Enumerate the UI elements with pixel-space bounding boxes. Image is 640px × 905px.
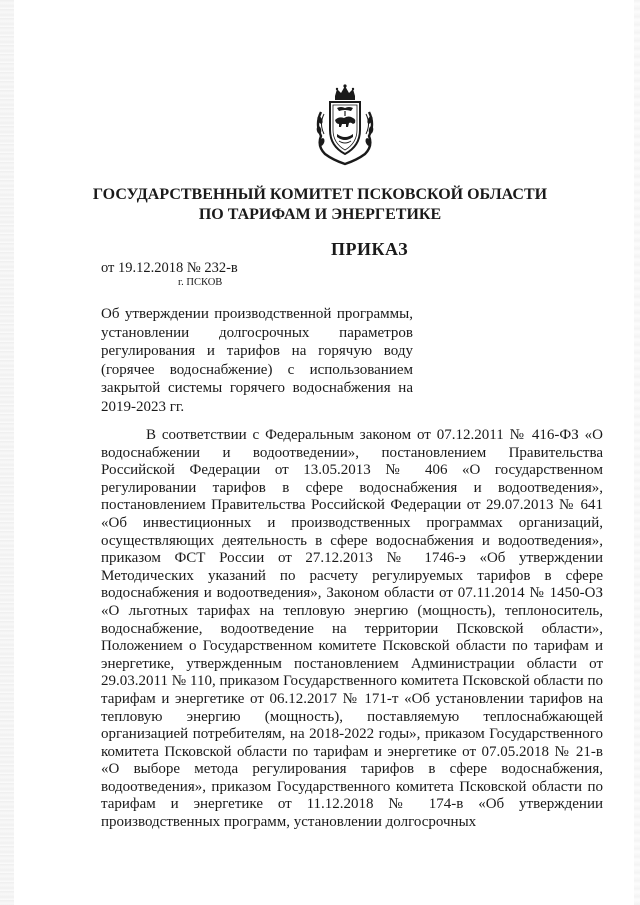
organization-name-line1: ГОСУДАРСТВЕННЫЙ КОМИТЕТ ПСКОВСКОЙ ОБЛАСТИ bbox=[92, 186, 548, 203]
coat-of-arms-icon bbox=[313, 84, 377, 168]
order-date-number: от 19.12.2018 № 232-в bbox=[101, 260, 238, 276]
order-city: г. ПСКОВ bbox=[178, 277, 223, 288]
order-body-paragraph: В соответствии с Федеральным законом от 07.12.2011 № 416-ФЗ «О водоснабжении и водоотведении», постановлением Правительства Российской Федерации от 13.05.2013 № 406 «О государственном регулировании тарифов в сфере водоснабжения и водоотведения», постановлением Правительства Российской Федерации от 29.07.2013 № 641 «Об инвестиционных и производственных программах организаций, осуществляющих деятельность в сфере водоснабжения и водоотведения», приказом ФСТ России от 27.12.2013 № 1746-э «Об утверждении Методических указаний по расчету регулируемых тарифов в сфере водоснабжения и водоотведения», Законом области от 07.11.2014 № 1450-ОЗ «О льготных тарифах на тепловую энергию (мощность), теплоноситель, водоснабжение, водоотведение на территории Псковской области», Положением о Государственном комитете Псковской области по тарифам и энергетике, утвержденным постановлением Администрации области от 29.03.2011 № 110, приказом Государственного комитета Псковской области по тарифам и энергетике от 06.12.2017 № 171-т «Об установлении тарифов на тепловую энергию (мощность), поставляемую теплоснабжающей организацией потребителям, на 2018-2022 годы», приказом Государственного комитета Псковской области по тарифам и энергетике от 07.05.2018 № 21-в «О выборе метода регулирования тарифов в сфере водоснабжения, водоотведения», приказом Государственного комитета Псковской области по тарифам и энергетике от 11.12.2018 № 174-в «Об утверждении производственных программ, установлении долгосрочных bbox=[101, 427, 603, 831]
scan-edge-right bbox=[634, 0, 640, 905]
document-title: ПРИКАЗ bbox=[331, 239, 409, 259]
scan-edge-left bbox=[0, 0, 14, 905]
order-subject: Об утверждении производственной программы, установлении долгосрочных параметров регулирования и тарифов на горячую воду (горячее водоснабжение) с использованием закрытой системы горячего водоснабжения на 2019-2023 гг. bbox=[101, 306, 413, 415]
organization-name-line2: ПО ТАРИФАМ И ЭНЕРГЕТИКЕ bbox=[198, 206, 442, 223]
organization-header bbox=[60, 185, 580, 225]
